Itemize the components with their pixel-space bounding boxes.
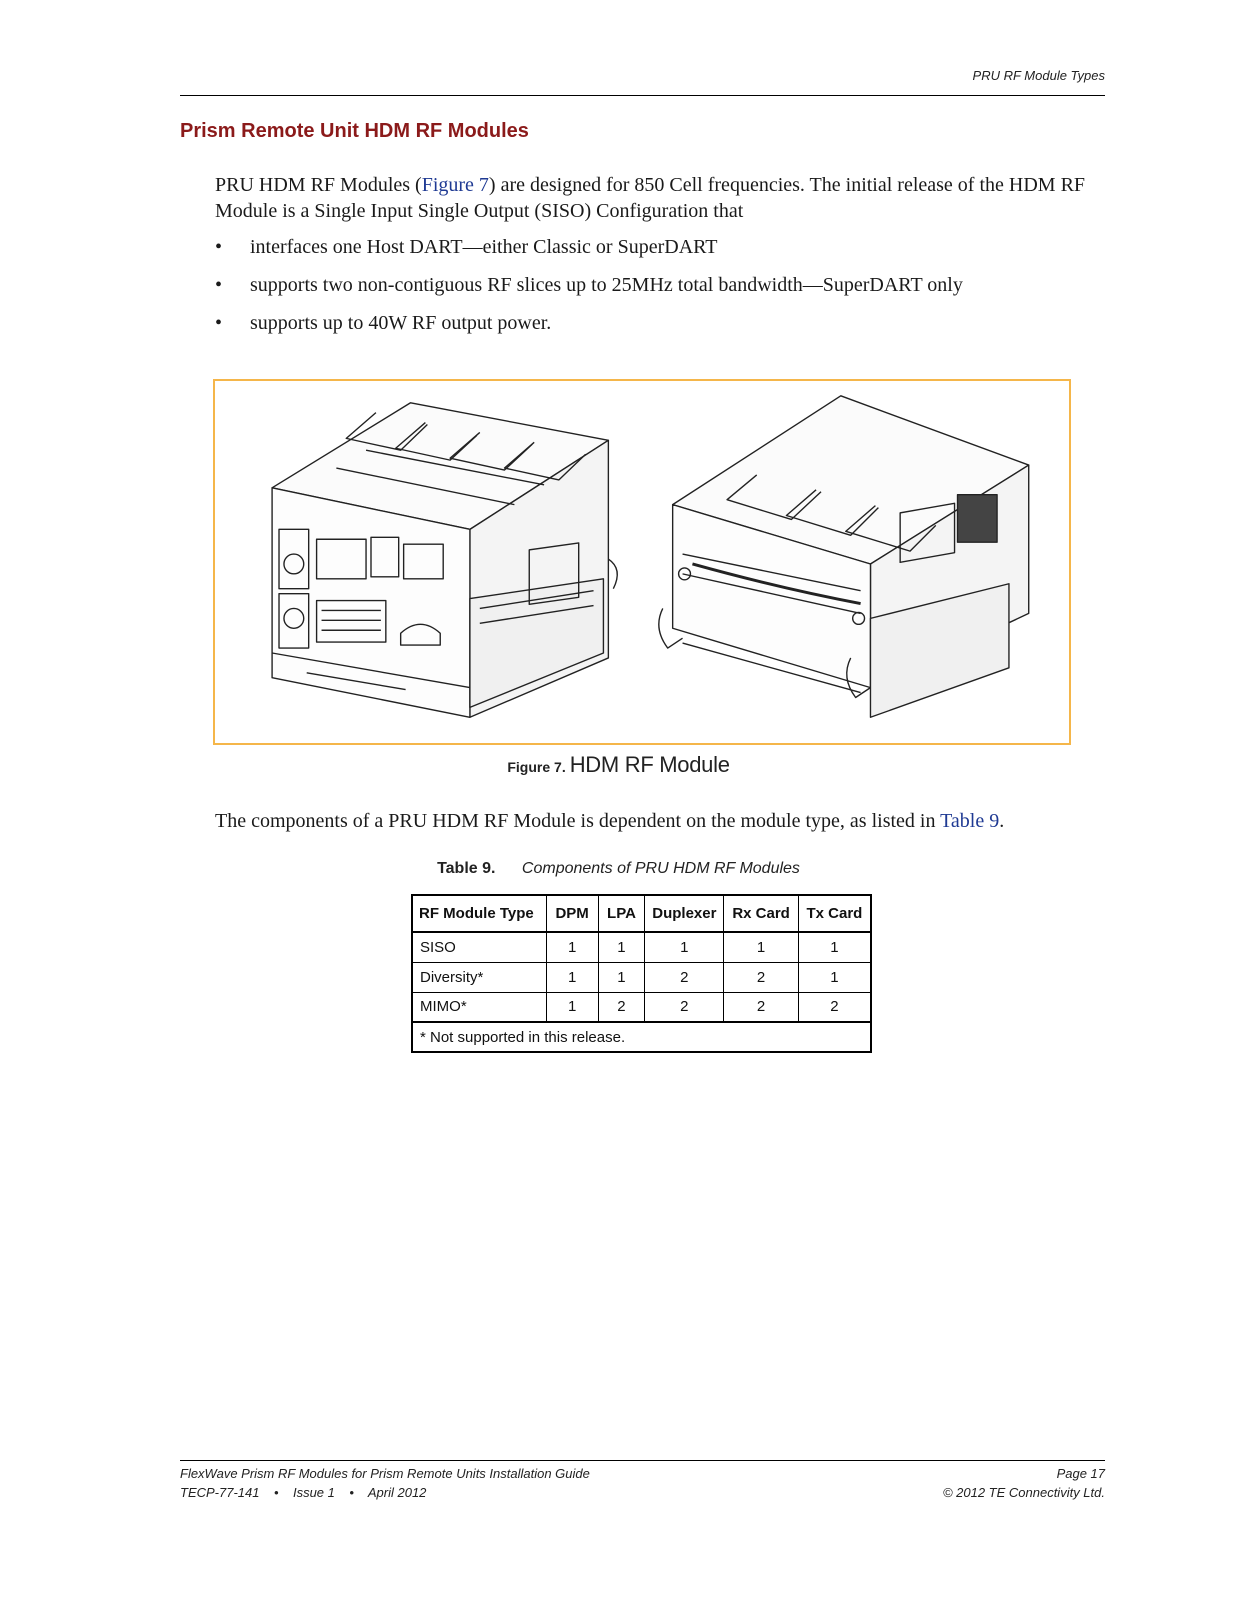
components-paragraph	[215, 808, 1125, 834]
table-cell: Diversity*	[412, 962, 546, 992]
feature-list	[215, 234, 1115, 348]
table-row	[412, 932, 871, 962]
intro-text-end: ) are designed for 850 Cell frequencies. The initial release of the HDM RF Module is a Single Input Single Output (SISO) Configuration that	[215, 174, 1086, 222]
table-cell: 1	[546, 962, 598, 992]
table-caption	[0, 860, 1237, 878]
footer-date: April 2012	[367, 1485, 427, 1500]
table-cell: 2	[645, 992, 724, 1022]
table-cell: SISO	[412, 932, 546, 962]
list-item	[215, 310, 1115, 348]
footer-separator: •	[349, 1485, 354, 1500]
figure-label: Figure 7.	[507, 759, 566, 775]
list-item-text: supports up to 40W RF output power.	[250, 312, 552, 334]
table-cell: 1	[546, 932, 598, 962]
table-cell: 2	[598, 992, 645, 1022]
figure-caption	[0, 752, 1237, 778]
components-text-start: The components of a PRU HDM RF Module is dependent on the module type, as listed in	[215, 810, 941, 832]
section-title: Prism Remote Unit HDM RF Modules	[180, 120, 529, 142]
intro-paragraph	[215, 172, 1115, 224]
components-table	[411, 894, 872, 1053]
table-cell: 1	[798, 932, 871, 962]
bullet-icon: •	[215, 312, 223, 334]
list-item-text: interfaces one Host DART—either Classic or SuperDART	[250, 236, 718, 258]
table-cell: MIMO*	[412, 992, 546, 1022]
list-item	[215, 234, 1115, 272]
table-cell: 1	[724, 932, 799, 962]
figure-title: HDM RF Module	[569, 752, 730, 777]
column-header: RF Module Type	[412, 895, 546, 932]
column-header: Rx Card	[724, 895, 799, 932]
table-cell: 1	[546, 992, 598, 1022]
table-cell: 1	[645, 932, 724, 962]
table-row	[412, 962, 871, 992]
footer-doc-title: FlexWave Prism RF Modules for Prism Remote Units Installation Guide	[180, 1466, 590, 1481]
table-9-link[interactable]: Table 9	[940, 810, 1000, 832]
table-title: Components of PRU HDM RF Modules	[521, 860, 800, 877]
table-cell: 1	[798, 962, 871, 992]
column-header: LPA	[598, 895, 645, 932]
footer-page-number: Page 17	[1056, 1466, 1105, 1481]
module-front-view	[272, 403, 617, 718]
table-cell: 2	[645, 962, 724, 992]
table-cell: 1	[598, 962, 645, 992]
figure-7-link[interactable]: Figure 7	[421, 174, 489, 196]
figure-frame	[213, 379, 1071, 745]
table-label: Table 9.	[437, 860, 496, 877]
bullet-icon: •	[215, 274, 223, 296]
table-cell: 2	[724, 992, 799, 1022]
footer-doc-id: TECP-77-141	[180, 1485, 260, 1500]
footer-issue: Issue 1	[292, 1485, 335, 1500]
table-note-row	[412, 1022, 871, 1052]
footer-separator: •	[273, 1485, 279, 1500]
components-text-end: .	[999, 810, 1005, 832]
column-header: Duplexer	[645, 895, 724, 932]
intro-text-start: PRU HDM RF Modules (	[215, 174, 422, 196]
column-header: DPM	[546, 895, 598, 932]
table-cell: 1	[598, 932, 645, 962]
table-cell: 2	[798, 992, 871, 1022]
running-header: PRU RF Module Types	[972, 68, 1105, 83]
table-row	[412, 992, 871, 1022]
hdm-rf-module-illustration	[215, 381, 1069, 743]
table-header-row	[412, 895, 871, 932]
footer-copyright: © 2012 TE Connectivity Ltd.	[942, 1485, 1105, 1500]
header-rule	[180, 95, 1105, 96]
footer-rule	[180, 1460, 1105, 1461]
bullet-icon: •	[215, 236, 223, 258]
table-cell: 2	[724, 962, 799, 992]
module-rear-view	[659, 396, 1029, 717]
list-item	[215, 272, 1115, 310]
column-header: Tx Card	[798, 895, 871, 932]
list-item-text: supports two non-contiguous RF slices up to 25MHz total bandwidth—SuperDART only	[250, 274, 963, 296]
table-note: * Not supported in this release.	[412, 1022, 871, 1052]
footer-doc-info	[180, 1485, 426, 1500]
